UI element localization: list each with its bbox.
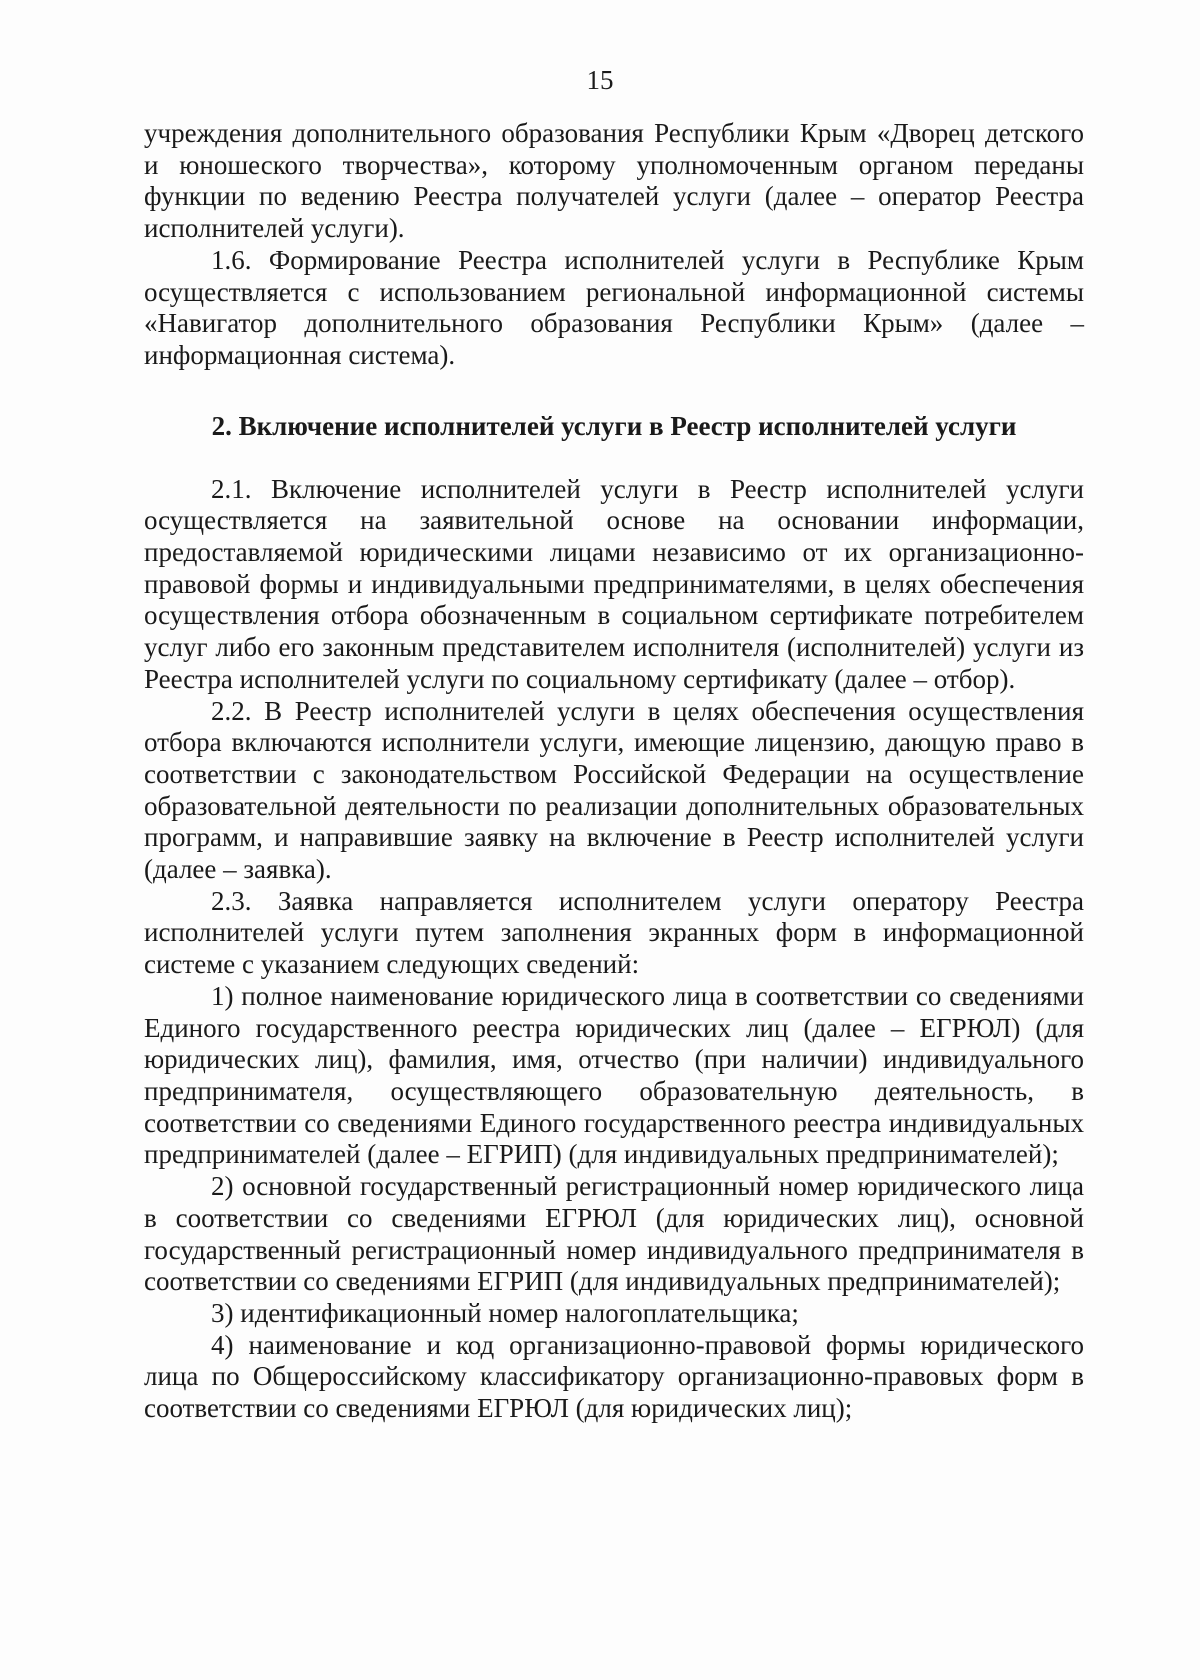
list-item-2: 2) основной государственный регистрационный номер юридического лица в соответствии со сведениями ЕГРЮЛ (для юридических лиц), основной государственный регистрационный номер индивидуального предпринимателя в соответствии со сведениями ЕГРИП (для индивидуальных предпринимателей); [144,1171,1084,1297]
list-item-4: 4) наименование и код организационно-правовой формы юридического лица по Общероссийскому классификатору организационно-правовых форм в соответствии со сведениями ЕГРЮЛ (для юридических лиц); [144,1329,1084,1424]
paragraph-2-2: 2.2. В Реестр исполнителей услуги в целях обеспечения осуществления отбора включаются исполнители услуги, имеющие лицензию, дающую право в соответствии с законодательством Российской Федерации на осуществление образовательной деятельности по реализации дополнительных образовательных программ, и направившие заявку на включение в Реестр исполнителей услуги (далее – заявка). [144,695,1084,885]
list-item-1: 1) полное наименование юридического лица в соответствии со сведениями Единого государственного реестра юридических лиц (далее – ЕГРЮЛ) (для юридических лиц), фамилия, имя, отчество (при наличии) индивидуального предпринимателя, осуществляющего образовательную деятельность, в соответствии со сведениями Единого государственного реестра индивидуальных предпринимателей (далее – ЕГРИП) (для индивидуальных предпринимателей); [144,980,1084,1170]
paragraph-1-6: 1.6. Формирование Реестра исполнителей услуги в Республике Крым осуществляется с использованием региональной информационной системы «Навигатор дополнительного образования Республики Крым» (далее – информационная система). [144,244,1084,370]
paragraph-continuation: учреждения дополнительного образования Республики Крым «Дворец детского и юношеского творчества», которому уполномоченным органом переданы функции по ведению Реестра получателей услуги (далее – оператор Реестра исполнителей услуги). [144,118,1084,244]
page-number: 15 [586,65,614,95]
document-body [144,118,1084,1425]
paragraph-2-3: 2.3. Заявка направляется исполнителем услуги оператору Реестра исполнителей услуги путем заполнения экранных форм в информационной системе с указанием следующих сведений: [144,885,1084,980]
list-item-3: 3) идентификационный номер налогоплательщика; [211,1297,799,1328]
section-heading-2: 2. Включение исполнителей услуги в Реестр исполнителей услуги [211,410,1017,441]
paragraph-2-1: 2.1. Включение исполнителей услуги в Реестр исполнителей услуги осуществляется на заявительной основе на основании информации, предоставляемой юридическими лицами независимо от их организационно-правовой формы и индивидуальными предпринимателями, в целях обеспечения осуществления отбора обозначенным в социальном сертификате потребителем услуг либо его законным представителем исполнителя (исполнителей) услуги из Реестра исполнителей услуги по социальному сертификату (далее – отбор). [144,473,1084,694]
